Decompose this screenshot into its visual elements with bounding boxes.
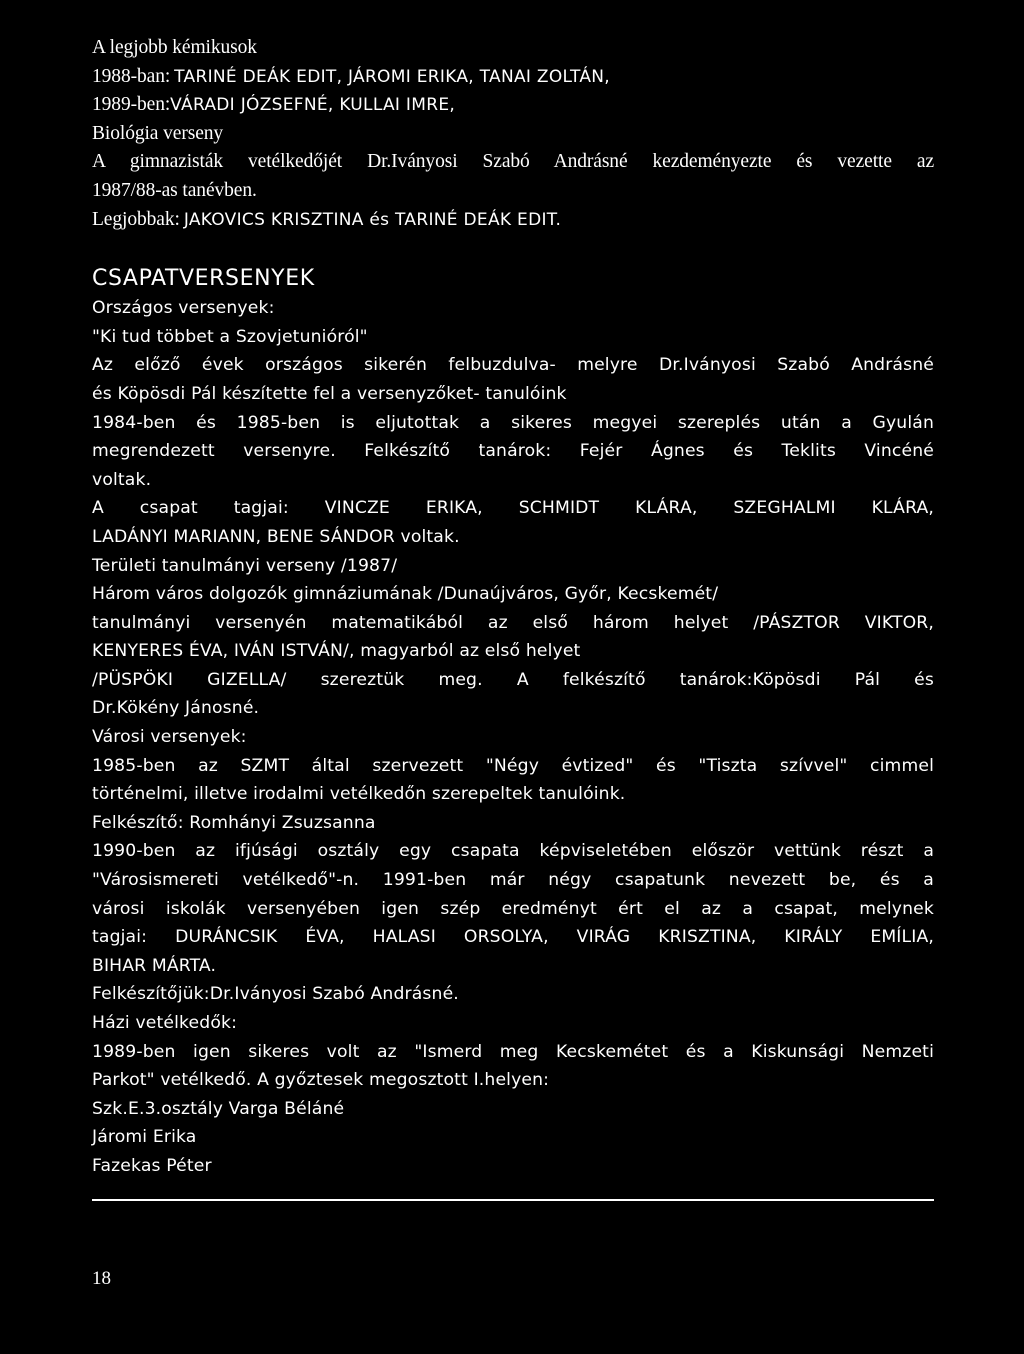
body-line-12: KENYERES ÉVA, IVÁN ISTVÁN/, magyarból az első helyet xyxy=(92,641,581,662)
body-line-26: 1989-ben igen sikeres volt az "Ismerd meg Kecskemétet és a Kiskunsági Nemzeti xyxy=(92,1041,934,1062)
biology-line-2: 1987/88-as tanévben. xyxy=(92,179,257,201)
body-line-23: BIHAR MÁRTA. xyxy=(92,955,217,976)
page-number: 18 xyxy=(92,1268,111,1289)
chemists-1988-line xyxy=(92,63,934,92)
body-line-5: megrendezett versenyre. Felkészítő tanárok: Fejér Ágnes és Teklits Vincéné xyxy=(92,441,934,462)
body-line-20: "Városismereti vetélkedő"-n. 1991-ben már négy csapatunk nevezett be, és a xyxy=(92,870,934,891)
body-line-11: tanulmányi versenyén matematikából az első három helyet /PÁSZTOR VIKTOR, xyxy=(92,612,934,633)
body-line-21: városi iskolák versenyében igen szép eredményt ért el az a csapat, melynek xyxy=(92,898,934,919)
chemists-1988-names: TARINÉ DEÁK EDIT, JÁROMI ERIKA, TANAI ZOLTÁN, xyxy=(174,66,611,87)
team-section-title: CSAPATVERSENYEK xyxy=(92,266,315,292)
section-gap xyxy=(92,234,934,264)
chemists-1989-names: VÁRADI JÓZSEFNÉ, KULLAI IMRE, xyxy=(170,95,456,116)
body-line-19: 1990-ben az ifjúsági osztály egy csapata képviseletében először vettünk részt a xyxy=(92,841,934,862)
biology-line-1: A gimnazisták vetélkedőjét Dr.Iványosi Szabó Andrásné kezdeményezte és vezette az xyxy=(92,151,934,173)
body-line-10: Három város dolgozók gimnáziumának /Dunaújváros, Győr, Kecskemét/ xyxy=(92,584,719,605)
body-line-2: Az előző évek országos sikerén felbuzdulva- melyre Dr.Iványosi Szabó Andrásné xyxy=(92,355,934,376)
body-line-29: Járomi Erika xyxy=(92,1127,197,1148)
body-line-6: voltak. xyxy=(92,469,152,490)
biology-heading: Biológia verseny xyxy=(92,122,224,144)
chemists-heading: A legjobb kémikusok xyxy=(92,37,257,58)
best-names: JAKOVICS KRISZTINA és TARINÉ DEÁK EDIT. xyxy=(183,209,562,230)
body-line-7: A csapat tagjai: VINCZE ERIKA, SCHMIDT KLÁRA, SZEGHALMI KLÁRA, xyxy=(92,498,934,519)
best-line xyxy=(92,206,934,235)
chemists-1989-line xyxy=(92,91,934,120)
body-line-1: "Ki tud többet a Szovjetunióról" xyxy=(92,326,368,347)
body-line-13: /PÜSPÖKI GIZELLA/ szereztük meg. A felkészítő tanárok:Köpösdi Pál és xyxy=(92,669,934,690)
body-line-18: Felkészítő: Romhányi Zsuzsanna xyxy=(92,812,376,833)
body-line-0: Országos versenyek: xyxy=(92,298,275,319)
body-line-24: Felkészítőjük:Dr.Iványosi Szabó Andrásné. xyxy=(92,984,459,1005)
body-line-28: Szk.E.3.osztály Varga Béláné xyxy=(92,1098,345,1119)
body-line-17: történelmi, illetve irodalmi vetélkedőn szerepeltek tanulóink. xyxy=(92,784,626,805)
body-line-4: 1984-ben és 1985-ben is eljutottak a sikeres megyei szereplés után a Gyulán xyxy=(92,412,934,433)
body-line-15: Városi versenyek: xyxy=(92,727,247,748)
body-line-22: tagjai: DURÁNCSIK ÉVA, HALASI ORSOLYA, VIRÁG KRISZTINA, KIRÁLY EMÍLIA, xyxy=(92,927,934,948)
body-line-30: Fazekas Péter xyxy=(92,1155,212,1176)
page-content xyxy=(92,34,934,1181)
chemists-1989-prefix: 1989-ben: xyxy=(92,94,171,116)
chemists-1988-prefix: 1988-ban: xyxy=(92,65,171,87)
body-line-3: és Köpösdi Pál készítette fel a versenyzőket- tanulóink xyxy=(92,383,567,404)
body-line-9: Területi tanulmányi verseny /1987/ xyxy=(92,555,398,576)
body-line-27: Parkot" vetélkedő. A győztesek megosztott I.helyen: xyxy=(92,1070,550,1091)
body-line-14: Dr.Kökény Jánosné. xyxy=(92,698,260,719)
body-line-16: 1985-ben az SZMT által szervezett "Négy évtized" és "Tiszta szívvel" cimmel xyxy=(92,755,934,776)
body-line-8: LADÁNYI MARIANN, BENE SÁNDOR voltak. xyxy=(92,526,460,547)
best-prefix: Legjobbak: xyxy=(92,208,180,230)
body-line-25: Házi vetélkedők: xyxy=(92,1013,238,1033)
footer-rule xyxy=(92,1199,934,1201)
